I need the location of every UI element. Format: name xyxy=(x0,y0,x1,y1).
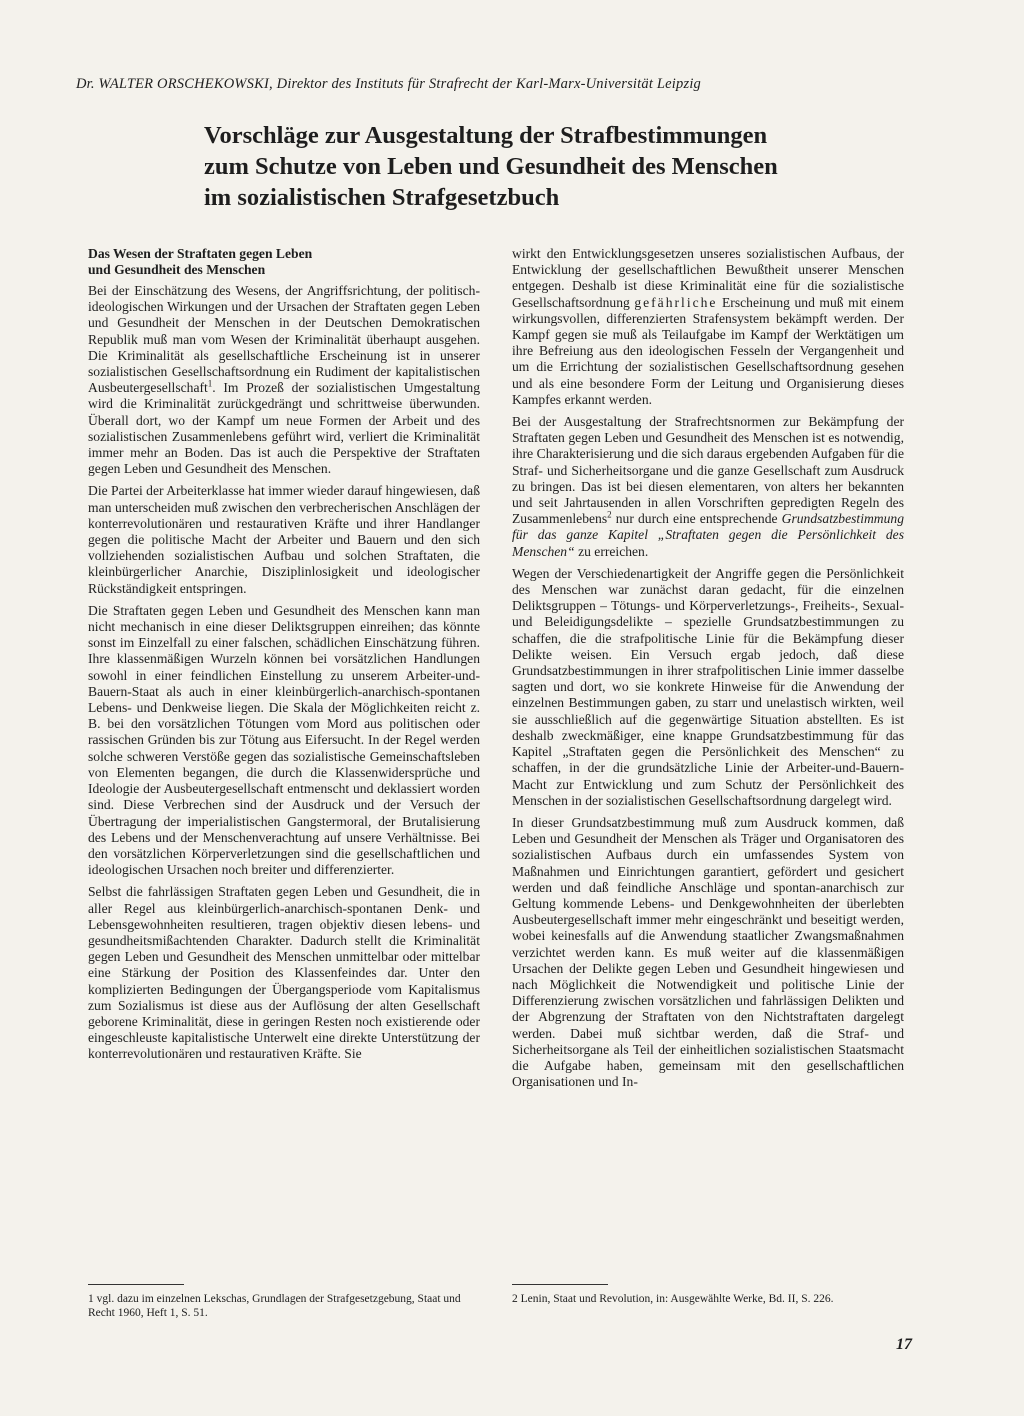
paragraph: Selbst die fahrlässigen Straftaten gegen Leben und Gesundheit, die in aller Regel aus kleinbürgerlich-anarchisch-spontanen Denk- und Lebensgewohnheiten resultieren, tragen objektiv diesen lebens- und gesundheitsmißachtenden Charakter. Dadurch stellt die Kriminalität gegen Leben und Gesundheit des Menschen unmittelbar oder mittelbar eine Stärkung der Position des Klassenfeindes dar. Unter den komplizierten Bedingungen der Übergangsperiode vom Kapitalismus zum Sozialismus ist diese aus der Auflösung der alten Gesellschaft geborene Kriminalität, diese in geringen Resten noch existierende oder eingeschleuste kapitalistische Unterwelt eine direkte Unterstützung der konterrevolutionären und restaurativen Kräfte. Sie xyxy=(88,884,480,1062)
emphasized-word: gefährliche xyxy=(634,294,718,310)
section-heading xyxy=(88,246,480,277)
emphasized-phrase: Grundsatzbestimmung für das ganze Kapitel „Straftaten gegen die Persönlichkeit des Menschen“ xyxy=(512,511,904,559)
footnote-divider xyxy=(88,1284,184,1285)
footnote-1: 1 vgl. dazu im einzelnen Lekschas, Grundlagen der Strafgesetzgebung, Staat und Recht 1960, Heft 1, S. 51. xyxy=(88,1293,461,1319)
section-heading-line: und Gesundheit des Menschen xyxy=(88,261,266,277)
paragraph: In dieser Grundsatzbestimmung muß zum Ausdruck kommen, daß Leben und Gesundheit der Menschen als Träger und Organisatoren des sozialistischen Aufbaus durch ein umfassendes System von Maßnahmen und Einrichtungen garantiert, gefördert und gesichert werden und daß feindliche Anschläge und spontan-anarchisch zur Geltung kommende Lebens- und Denkgewohnheiten der überlebten Ausbeutergesellschaft immer mehr eingeschränkt und beseitigt werden, wobei keinesfalls auf die Anwendung staatlicher Zwangsmaßnahmen verzichtet werden kann. Es muß weiter auf die klassenmäßigen Ursachen der Delikte gegen Leben und Gesundheit hingewiesen und nach Möglichkeit die Notwendigkeit und politische Linie der Differenzierung zwischen vorsätzlichen und fahrlässigen Delikten und der Abgrenzung der Straftaten von den Nichtstraftaten dargelegt werden. Dabei muß sichtbar werden, daß die Straf- und Sicherheitsorgane als Teil der einheitlichen sozialistischen Staatsmacht die Aufgabe haben, gemeinsam mit den gesellschaftlichen Organisationen und In- xyxy=(512,814,904,1090)
paragraph: Die Straftaten gegen Leben und Gesundheit des Menschen kann man nicht mechanisch in eine dieser Deliktsgruppen einreihen; das könnte sonst im Einzelfall zu einer falschen, schädlichen Einschätzung führen. Ihre klassenmäßigen Wurzeln können bei vorsätzlichen Handlungen sowohl in einer feindlichen Einstellung zu unserem Arbeiter-und-Bauern-Staat als auch in einer kleinbürgerlich-anarchisch-spontanen Lebens- und Denkweise liegen. Die Skala der Möglichkeiten reicht z. B. bei den vorsätzlichen Tötungen vom Mord aus politischen oder rassischen Gründen bis zur Tötung aus Eifersucht. In der Regel werden solche schweren Verstöße gegen das sozialistische Gemeinschaftsleben von Elementen begangen, die durch die Klassenwidersprüche und Ideologie der Ausbeutergesellschaft entmenscht und deklassiert worden sind. Diese Verbrechen sind der Ausdruck und der Versuch der Übertragung der imperialistischen Gangstermoral, der Brutalisierung des Lebens und der Menschenverachtung auf unsere Verhältnisse. Bei den vorsätzlichen Körperverletzungen sind die gesellschaftlichen und ideologischen Ursachen noch breiter und differenzierter. xyxy=(88,602,480,878)
paragraph xyxy=(88,283,480,477)
footnote-2: 2 Lenin, Staat und Revolution, in: Ausgewählte Werke, Bd. II, S. 226. xyxy=(512,1293,834,1305)
footnote-ref: 2 xyxy=(607,509,612,520)
paragraph xyxy=(512,414,904,560)
paragraph-text: Bei der Ausgestaltung der Strafrechtsnormen zur Bekämpfung der Straftaten gegen Leben und Gesundheit des Menschen ist es notwendig, ihre Charakterisierung und die sich daraus ergebenden Aufgaben für die Straf- und Sicherheitsorgane und die ganze Gesellschaft zum Ausdruck zu bringen. Das ist bei diesen elementaren, von alters her bekannten und seit Jahrtausenden in allen Vorschriften gepredigten Regeln des Zusammenlebens xyxy=(512,414,904,527)
paragraph: Die Partei der Arbeiterklasse hat immer wieder darauf hingewiesen, daß man unterscheiden muß zwischen den verbrecherischen Anschlägen der konterrevolutionären und restaurativen Kräfte und ihrer Handlanger gegen die politische Macht der Arbeiter und Bauern und den sich vollziehenden sozialistischen Aufbau und solchen Straftaten, die kleinbürgerlicher Anarchie, Disziplinlosigkeit und ideologischer Rückständigkeit entspringen. xyxy=(88,483,480,596)
title-line: im sozialistischen Strafgesetzbuch xyxy=(204,184,560,211)
paragraph-text: zu erreichen. xyxy=(574,543,649,559)
paragraph-text: . Im Prozeß der sozialistischen Umgestaltung wird die Kriminalität zurückgedrängt und schrittweise überwunden. Überall dort, wo der Kampf um neue Formen der Arbeit und des sozialistischen Zusammenlebens geführt wird, verliert die Kriminalität immer mehr an Boden. Das ist auch die Perspektive der Straftaten gegen Leben und Gesundheit des Menschen. xyxy=(88,380,480,477)
section-heading-line: Das Wesen der Straftaten gegen Leben xyxy=(88,246,313,261)
paragraph: Wegen der Verschiedenartigkeit der Angriffe gegen die Persönlichkeit des Menschen war zunächst daran gedacht, für die einzelnen Deliktsgruppen – Tötungs- und Körperverletzungs-, Freiheits-, Sexual- und Beleidigungsdelikte – spezielle Grundsatzbestimmungen zu schaffen, die die strafpolitische Linie für die Bekämpfung dieser Delikte weisen. Ein Versuch ergab jedoch, daß diese Grundsatzbestimmungen in ihrer strafpolitischen Linie immer dasselbe sagten und dort, wo sie konkrete Hinweise für die Anwendung der einzelnen Bestimmungen gaben, zu starr und unelastisch wirkten, weil sie ausschließlich auf die gegenwärtige Situation abstellten. Es ist deshalb zweckmäßiger, eine knappe Grundsatzbestimmung für das Kapitel „Straftaten gegen die Persönlichkeit des Menschen“ zu schaffen, in der die grundsätzliche Linie der Arbeiter-und-Bauern-Macht zur Entwicklung und zum Schutz der Persönlichkeit des Menschen in der sozialistischen Gesellschaftsordnung dargelegt wird. xyxy=(512,565,904,808)
paragraph-text: Erscheinung und muß mit einem wirkungsvollen, differenzierten Strafensystem bekämpft werden. Der Kampf gegen sie muß als Teilaufgabe im Kampf der Werktätigen um ihre Befreiung aus den ideologischen Fesseln der Vergangenheit und um die Errichtung der sozialistischen Gesellschaftsordnung gesehen und als eine besondere Form der Leitung und Organisierung dieses Kampfes erkannt werden. xyxy=(512,294,904,407)
article-title xyxy=(204,120,964,213)
left-column xyxy=(88,246,480,1069)
paragraph-text: Bei der Einschätzung des Wesens, der Angriffsrichtung, der politisch-ideologischen Wirkungen und der Ursachen der Straftaten gegen Leben und Gesundheit der Menschen in der Deutschen Demokratischen Republik muß man vom Wesen der Kriminalität überhaupt ausgehen. Die Kriminalität als gesellschaftliche Erscheinung ist in unserer sozialistischen Gesellschaftsordnung ein Rudiment der kapitalistischen Ausbeutergesellschaft xyxy=(88,283,480,396)
footnote-divider xyxy=(512,1284,608,1285)
title-line: Vorschläge zur Ausgestaltung der Strafbestimmungen xyxy=(204,122,768,149)
paragraph xyxy=(512,246,904,408)
author-byline: Dr. WALTER ORSCHEKOWSKI, Direktor des Instituts für Strafrecht der Karl-Marx-Universität Leipzig xyxy=(76,76,701,92)
title-line: zum Schutze von Leben und Gesundheit des Menschen xyxy=(204,153,778,180)
paragraph-text: nur durch eine entsprechende xyxy=(611,511,782,527)
page-number: 17 xyxy=(896,1336,912,1353)
paragraph-text: wirkt den Entwicklungsgesetzen unseres sozialistischen Aufbaus, der Entwicklung der gesellschaftlichen Bewußtheit unserer Menschen entgegen. Deshalb ist diese Kriminalität eine für die sozialistische Gesellschaftsordnung xyxy=(512,246,904,310)
footnote-ref: 1 xyxy=(207,378,213,389)
right-column xyxy=(512,246,904,1096)
